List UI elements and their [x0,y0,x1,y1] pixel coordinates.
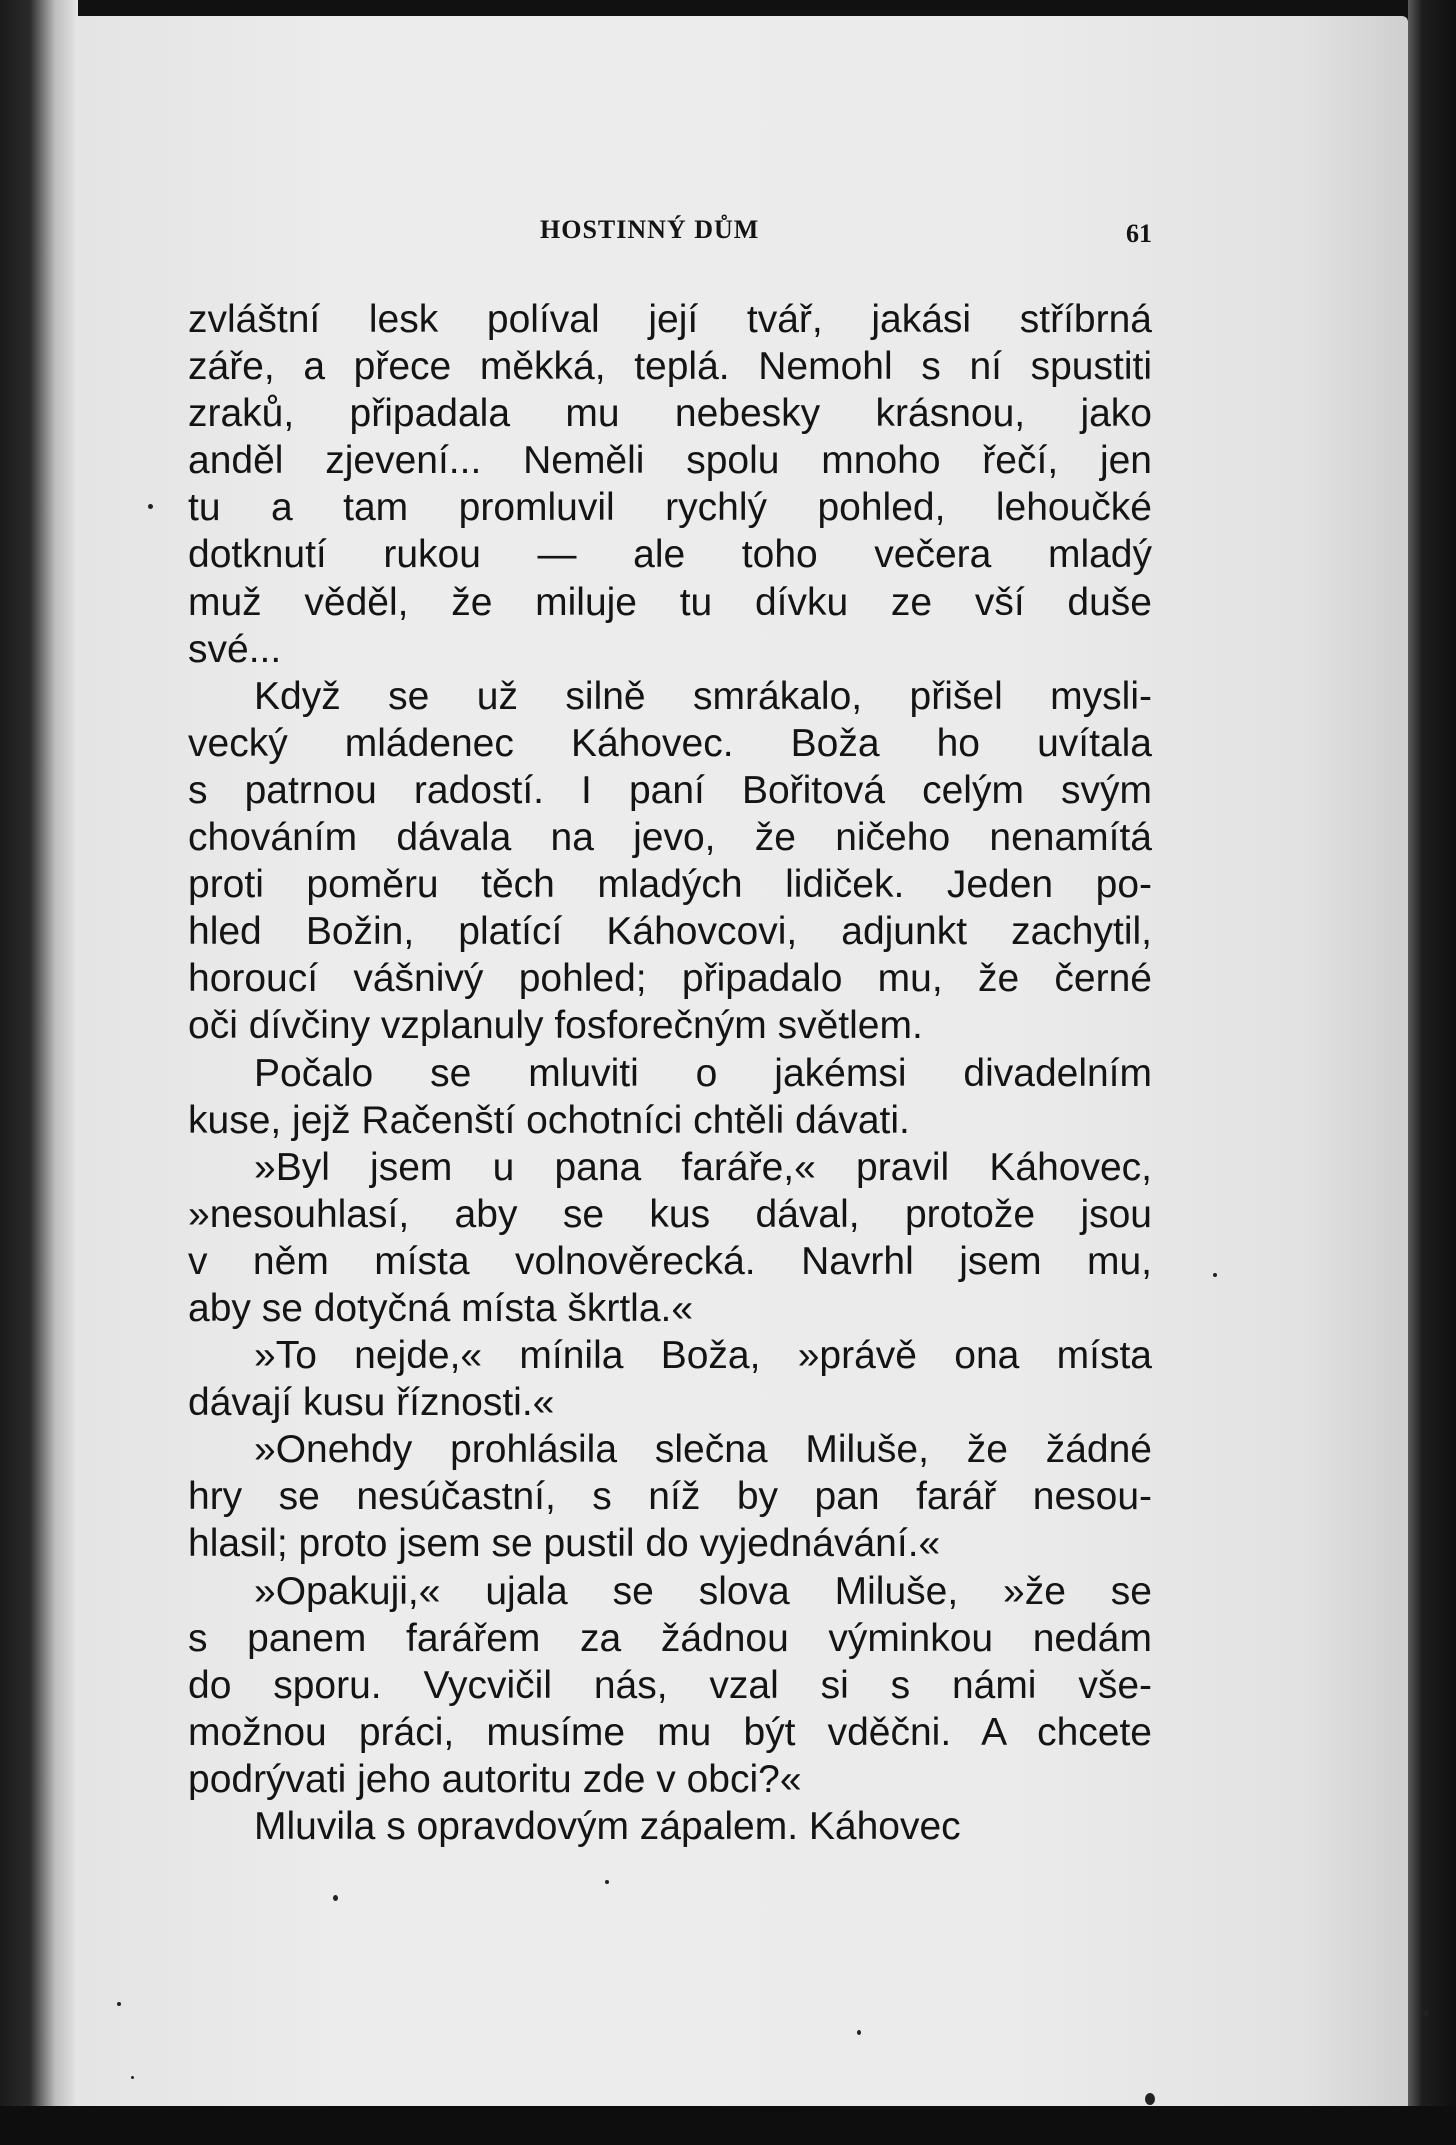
text-line: anděl zjevení... Neměli spolu mnoho řečí, jen [188,439,1152,483]
scan-speck [857,2030,861,2035]
text-line: zraků, připadala mu nebesky krásnou, jako [188,392,1152,436]
page-header [188,215,1152,255]
text-line: s panem farářem za žádnou výminkou nedám [188,1616,1152,1660]
scan-speck [117,2002,121,2006]
scan-speck [1145,2093,1155,2105]
text-line: dotknutí rukou — ale toho večera mladý [188,533,1152,577]
text-line: své... [188,627,282,671]
scan-speck [148,504,153,509]
running-title: HOSTINNÝ DŮM [540,215,760,244]
text-line: dávají kusu říznosti.« [188,1381,555,1425]
text-line: horoucí vášnivý pohled; připadalo mu, že černé [188,957,1152,1001]
text-line: proti poměru těch mladých lidiček. Jeden po- [188,863,1152,907]
right-page-edge [1408,0,1456,2145]
text-line: s patrnou radostí. I paní Bořitová celým svým [188,768,1152,812]
text-line: v něm místa volnověrecká. Navrhl jsem mu, [188,1239,1152,1283]
scan-speck [605,1880,609,1884]
text-line: tu a tam promluvil rychlý pohled, lehoučké [188,486,1152,530]
text-line: do sporu. Vycvičil nás, vzal si s námi vše- [188,1663,1152,1707]
scan-speck [1423,2010,1429,2016]
text-line: »Byl jsem u pana faráře,« pravil Káhovec, [254,1145,1152,1189]
bottom-page-edge [0,2106,1456,2145]
text-line: možnou práci, musíme mu být vděčni. A chcete [188,1710,1152,1754]
text-line: zvláštní lesk políval její tvář, jakási stříbrná [188,298,1152,341]
text-line: kuse, jejž Račenští ochotníci chtěli dávati. [188,1098,910,1142]
left-page-edge [0,0,78,2145]
scan-speck [131,2076,134,2079]
text-line: »To nejde,« mínila Boža, »právě ona místa [254,1334,1152,1378]
text-line: oči dívčiny vzplanuly fosforečným světlem. [188,1004,923,1048]
text-line: záře, a přece měkká, teplá. Nemohl s ní spustiti [188,345,1152,389]
text-line: chováním dávala na jevo, že ničeho nenamítá [188,816,1152,860]
scan-speck [333,1895,338,1901]
text-line: »Onehdy prohlásila slečna Miluše, že žádné [254,1428,1152,1472]
text-line: podrývati jeho autoritu zde v obci?« [188,1757,802,1801]
text-line: hlasil; proto jsem se pustil do vyjednávání.« [188,1522,941,1566]
text-line: vecký mládenec Káhovec. Boža ho uvítala [188,721,1152,765]
text-line: Mluvila s opravdovým zápalem. Káhovec [254,1805,961,1848]
text-line: muž věděl, že miluje tu dívku ze vší duše [188,580,1152,624]
text-line: »Opakuji,« ujala se slova Miluše, »že se [254,1569,1152,1613]
text-line: »nesouhlasí, aby se kus dával, protože jsou [188,1192,1152,1236]
text-line: Počalo se mluviti o jakémsi divadelním [254,1051,1152,1095]
text-line: hry se nesúčastní, s níž by pan farář nesou- [188,1475,1152,1519]
page-number: 61 [1126,219,1152,248]
text-line: hled Božin, platící Káhovcovi, adjunkt zachytil, [188,910,1152,954]
body-text [188,296,1152,1850]
scan-speck [1213,1273,1217,1277]
text-line: aby se dotyčná místa škrtla.« [188,1286,694,1330]
text-line: Když se už silně smrákalo, přišel mysli- [254,674,1152,718]
